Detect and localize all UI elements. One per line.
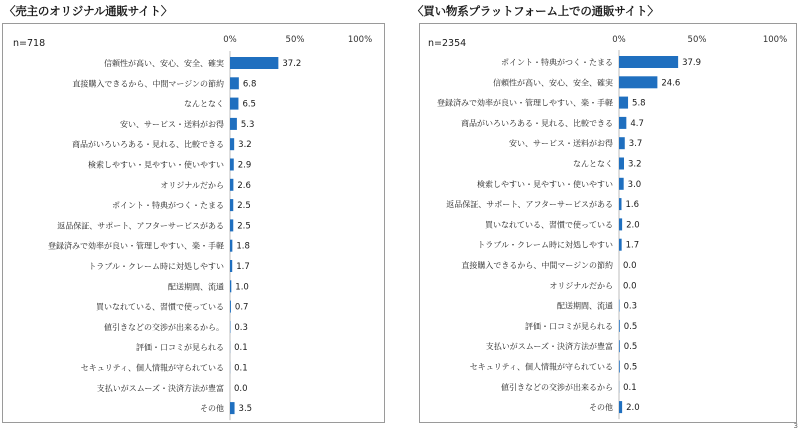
bar [230,118,237,130]
value-label: 2.5 [237,201,251,212]
bar [619,401,622,413]
category-label: 買いなれている、習慣で使っている [485,220,613,230]
value-label: 0.0 [623,261,637,271]
value-label: 3.2 [238,140,252,151]
value-label: 0.3 [623,301,637,312]
value-label: 3.2 [627,159,642,170]
bar [230,179,233,191]
category-label: 登録済みで効率が良い・管理しやすい、楽・手軽 [48,241,224,251]
bar [230,260,232,272]
bar [619,218,622,230]
category-label: 信頼性が高い、安心、安全、確実 [493,78,613,88]
category-label: ポイント・特典がつく・たまる [112,201,224,211]
bar [230,219,233,231]
value-label: 1.0 [235,282,249,293]
value-label: 3.0 [627,179,642,190]
category-label: 返品保証、サポート、アフターサービスがある [57,221,224,231]
chart-panel-right [419,23,797,423]
category-label: セキュリティ、個人情報が守られている [80,363,224,373]
category-label: 直接購入できるから、中間マージンの節約 [461,261,613,270]
bar [619,97,628,109]
category-label: トラブル・クレーム時に対処しやすい [477,240,613,250]
bar [230,402,235,414]
value-label: 1.6 [625,200,640,211]
x-tick-label: 50% [285,35,305,45]
bar [619,117,626,129]
value-label: 3.5 [238,404,253,415]
value-label: 0.1 [234,363,248,374]
category-label: 安い、サービス・送料がお得 [509,139,613,149]
x-tick-label: 0% [223,35,237,45]
chart-title-left: 〈売主のオリジナル通販サイト〉 [4,4,173,18]
sample-size-label: n=2354 [428,38,467,49]
value-label: 2.9 [237,160,252,171]
bar [619,76,657,88]
value-label: 6.5 [242,99,256,110]
category-label: オリジナルだから [549,281,613,291]
x-tick-label: 100% [347,35,373,45]
bar [619,361,620,373]
bar [230,57,278,69]
value-label: 2.0 [626,220,640,231]
x-tick-label: 0% [612,35,626,45]
category-label: 商品がいろいろある・見れる、比較できる [72,140,224,150]
value-label: 5.3 [240,119,255,130]
value-label: 1.8 [236,241,250,252]
category-label: その他 [589,403,613,413]
value-label: 0.7 [234,302,249,313]
category-label: 支払いがスムーズ・決済方法が豊富 [96,383,224,393]
category-label: 検索しやすい・見やすい・使いやすい [88,160,224,170]
value-label: 2.6 [237,180,251,191]
bar [230,138,234,150]
bar [230,301,231,313]
bar [230,240,232,252]
value-label: 0.3 [234,322,248,333]
bar [230,98,238,110]
bar [230,199,233,211]
value-label: 2.0 [626,403,640,414]
sample-size-label: n=718 [13,38,46,49]
category-label: 安い、サービス・送料がお得 [120,119,224,129]
bar-chart-left [3,24,384,422]
value-label: 0.5 [623,362,638,373]
bar [230,280,231,292]
bar [619,198,621,210]
category-label: 評価・口コミが見られる [136,343,224,353]
value-label: 3.7 [628,139,643,150]
value-label: 0.1 [623,382,637,393]
bar [619,340,620,352]
category-label: なんとなく [573,159,613,169]
value-label: 0.0 [623,281,637,292]
value-label: 37.9 [682,58,702,68]
category-label: 直接購入できるから、中間マージンの節約 [72,79,224,89]
category-label: 評価・口コミが見られる [525,321,613,331]
category-label: 値引きなどの交渉が出来るから [501,382,613,392]
bar [230,77,239,89]
value-label: 6.8 [242,79,257,90]
value-label: 37.2 [282,59,302,69]
value-label: 0.1 [234,343,248,354]
value-label: 2.5 [237,221,251,232]
category-label: 登録済みで効率が良い・管理しやすい、楽・手軽 [437,98,613,108]
bar [619,239,622,251]
category-label: 支払いがスムーズ・決済方法が豊富 [485,342,613,352]
category-label: 返品保証、サポート、アフターサービスがある [446,200,613,210]
category-label: セキュリティ、個人情報が守られている [469,362,613,372]
category-label: その他 [200,404,224,414]
category-label: オリジナルだから [160,180,224,190]
value-label: 24.6 [661,78,681,89]
value-label: 4.7 [630,118,644,129]
category-label: 信頼性が高い、安心、安全、確実 [104,59,224,68]
category-label: トラブル・クレーム時に対処しやすい [88,262,224,271]
category-label: 買いなれている、習慣で使っている [96,302,224,312]
chart-panel-left [2,23,385,423]
bar [619,178,624,190]
category-label: 商品がいろいろある・見れる、比較できる [461,118,613,128]
bar [619,56,678,68]
category-label: ポイント・特典がつく・たまる [501,58,613,67]
category-label: なんとなく [184,99,224,109]
bar [230,159,234,171]
value-label: 0.0 [234,383,248,394]
x-tick-label: 50% [687,35,707,45]
value-label: 1.7 [625,240,640,251]
value-label: 0.5 [623,321,638,332]
value-label: 0.5 [623,342,638,353]
category-label: 値引きなどの交渉が出来るから。 [104,322,224,332]
x-tick-label: 100% [762,35,788,45]
page-number: 3 [793,422,798,430]
bar [619,137,625,149]
chart-title-right: 〈買い物系プラットフォーム上での通販サイト〉 [412,4,659,18]
bar-chart-right [420,24,796,422]
bar [619,158,624,170]
value-label: 5.8 [632,98,646,109]
category-label: 配送期間、流通 [168,282,224,292]
bar [619,320,620,332]
category-label: 検索しやすい・見やすい・使いやすい [477,179,613,189]
value-label: 1.7 [236,262,250,272]
category-label: 配送期間、流通 [557,301,613,311]
